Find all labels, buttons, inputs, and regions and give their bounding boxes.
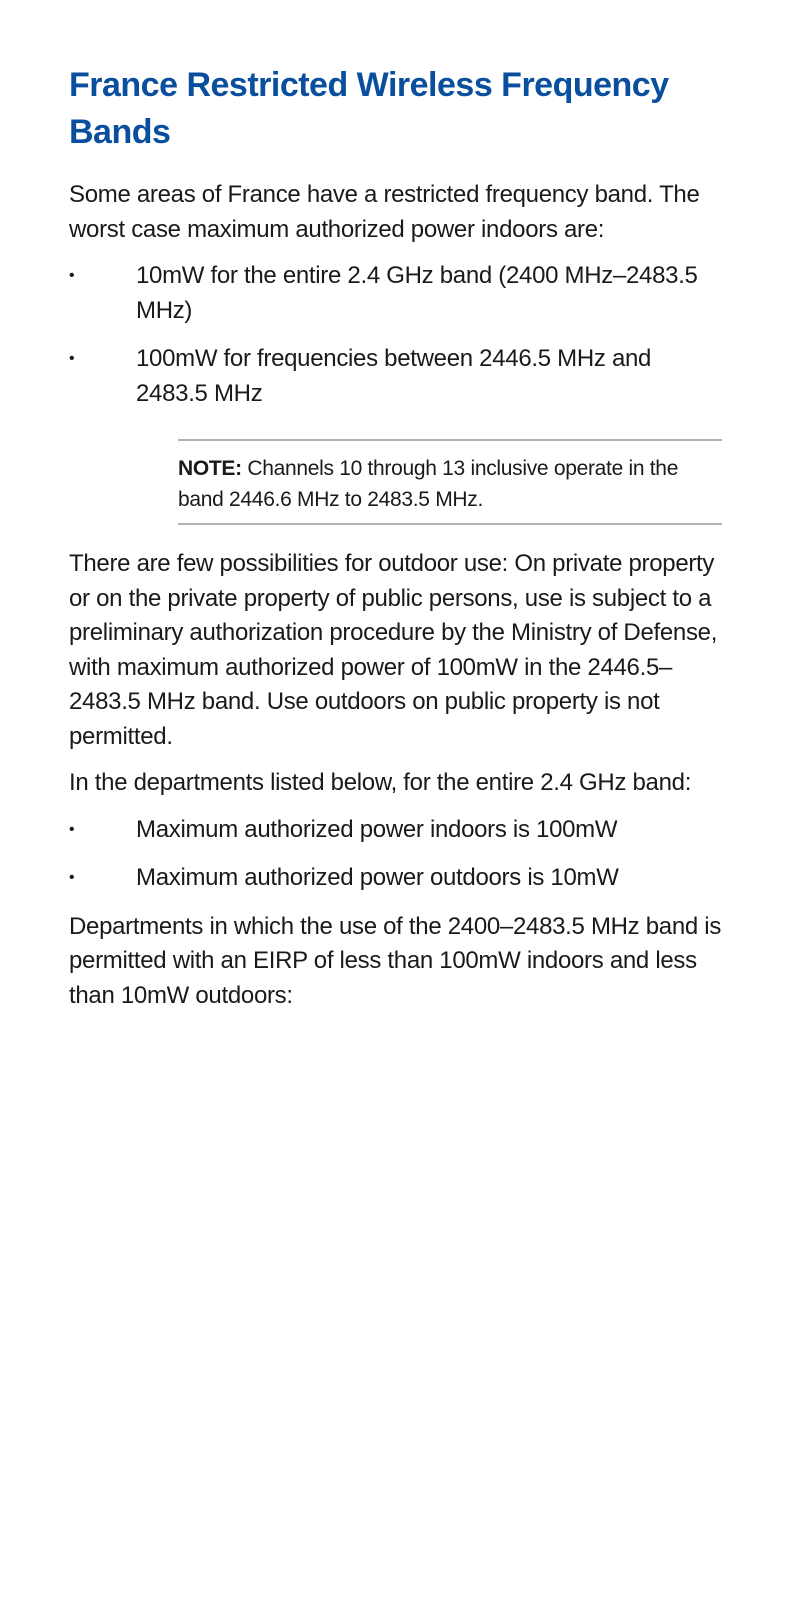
document-page: [69, 62, 729, 1025]
list-item-text: Maximum authorized power outdoors is 10mW: [136, 864, 619, 891]
list-item: [69, 861, 729, 896]
list-item-text: 10mW for the entire 2.4 GHz band (2400 MHz–2483.5 MHz): [136, 262, 698, 324]
department-limits-list: [69, 813, 729, 896]
note-label: NOTE:: [178, 457, 242, 480]
departments-paragraph: Departments in which the use of the 2400–2483.5 MHz band is permitted with an EIRP of less than 100mW indoors and less than 10mW outdoors:: [69, 912, 722, 1009]
list-item: [69, 342, 729, 411]
note-text: Channels 10 through 13 inclusive operate in the band 2446.6 MHz to 2483.5 MHz.: [178, 457, 679, 511]
intro-paragraph: Some areas of France have a restricted frequency band. The worst case maximum authorized power indoors are:: [69, 181, 700, 243]
departments-intro-paragraph: In the departments listed below, for the entire 2.4 GHz band:: [69, 769, 692, 796]
bullet-icon: •: [69, 820, 75, 838]
list-item-text: 100mW for frequencies between 2446.5 MHz and 2483.5 MHz: [136, 345, 652, 407]
note-box: [178, 439, 722, 525]
list-item: [69, 813, 729, 848]
bullet-icon: •: [69, 267, 75, 284]
list-item-text: Maximum authorized power indoors is 100mW: [136, 815, 618, 843]
indoor-limits-list: [69, 259, 729, 411]
page-title: France Restricted Wireless Frequency Bands: [69, 66, 669, 151]
bullet-icon: •: [69, 350, 75, 367]
list-item: [69, 259, 729, 328]
outdoor-use-paragraph: There are few possibilities for outdoor use: On private property or on the private property of public persons, use is subject to a preliminary authorization procedure by the Ministry of Defense, with maximum authorized power of 100mW in the 2446.5–2483.5 MHz band. Use outdoors on public property is not permitted.: [69, 550, 718, 750]
bullet-icon: •: [69, 869, 75, 886]
